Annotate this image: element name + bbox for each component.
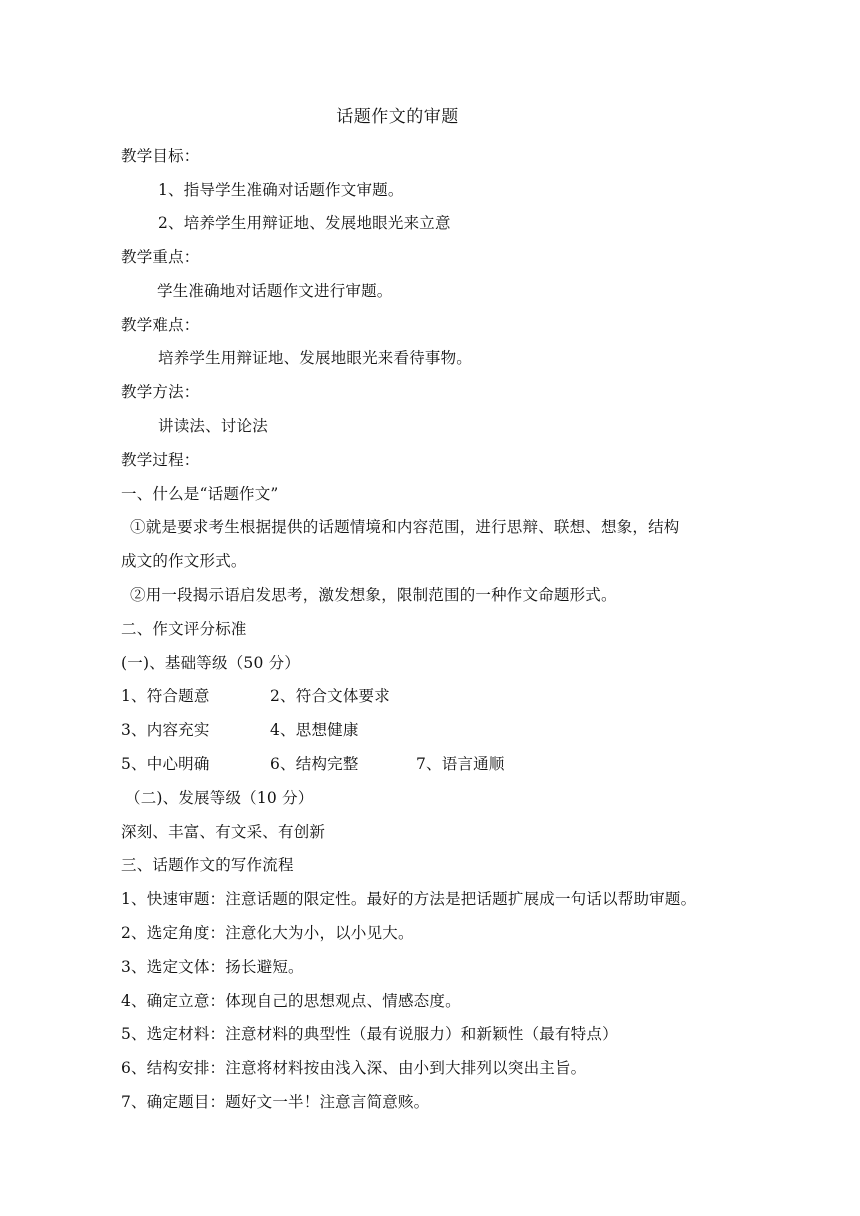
basic-level-heading: (一)、基础等级（50 分） <box>121 654 301 672</box>
criterion-5: 5、中心明确 <box>121 755 210 773</box>
section-1-paragraph-2: ②用一段揭示语启发思考，激发想象，限制范围的一种作文命题形式。 <box>130 586 617 604</box>
development-level-items: 深刻、丰富、有文采、有创新 <box>121 823 326 841</box>
criterion-3: 3、内容充实 <box>121 721 210 739</box>
method-heading: 教学方法： <box>121 383 200 401</box>
step-3: 3、选定文体：扬长避短。 <box>121 958 304 976</box>
section-1-paragraph-1-line-1: ①就是要求考生根据提供的话题情境和内容范围，进行思辩、联想、想象，结构 <box>130 518 680 536</box>
difficult-heading: 教学难点： <box>121 316 200 334</box>
key-item-1: 学生准确地对话题作文进行审题。 <box>157 282 393 300</box>
section-3-heading: 三、话题作文的写作流程 <box>121 856 294 874</box>
section-2-heading: 二、作文评分标准 <box>121 620 247 638</box>
criterion-1: 1、符合题意 <box>121 687 210 705</box>
goal-item-2: 2、培养学生用辩证地、发展地眼光来立意 <box>158 214 451 232</box>
goal-item-1: 1、指导学生准确对话题作文审题。 <box>158 181 404 199</box>
method-item-1: 讲读法、讨论法 <box>158 417 268 435</box>
step-2: 2、选定角度：注意化大为小，以小见大。 <box>121 924 414 942</box>
step-5: 5、选定材料：注意材料的典型性（最有说服力）和新颖性（最有特点） <box>121 1025 618 1043</box>
key-heading: 教学重点： <box>121 248 200 266</box>
development-level-heading: （二)、发展等级（10 分） <box>125 789 314 807</box>
criterion-4: 4、思想健康 <box>270 721 359 739</box>
criterion-2: 2、符合文体要求 <box>270 687 390 705</box>
section-1-heading: 一、什么是“话题作文” <box>121 485 279 503</box>
criterion-7: 7、语言通顺 <box>416 755 505 773</box>
step-4: 4、确定立意：体现自己的思想观点、情感态度。 <box>121 992 461 1010</box>
criterion-6: 6、结构完整 <box>270 755 359 773</box>
goal-heading: 教学目标： <box>121 147 200 165</box>
step-1: 1、快速审题：注意话题的限定性。最好的方法是把话题扩展成一句话以帮助审题。 <box>121 890 697 908</box>
process-heading: 教学过程： <box>121 451 200 469</box>
section-1-paragraph-1-line-2: 成文的作文形式。 <box>121 552 247 570</box>
step-6: 6、结构安排：注意将材料按由浅入深、由小到大排列以突出主旨。 <box>121 1059 587 1077</box>
difficult-item-1: 培养学生用辩证地、发展地眼光来看待事物。 <box>158 349 473 367</box>
document-title: 话题作文的审题 <box>336 107 459 127</box>
step-7: 7、确定题目：题好文一半！注意言简意赅。 <box>121 1093 430 1111</box>
